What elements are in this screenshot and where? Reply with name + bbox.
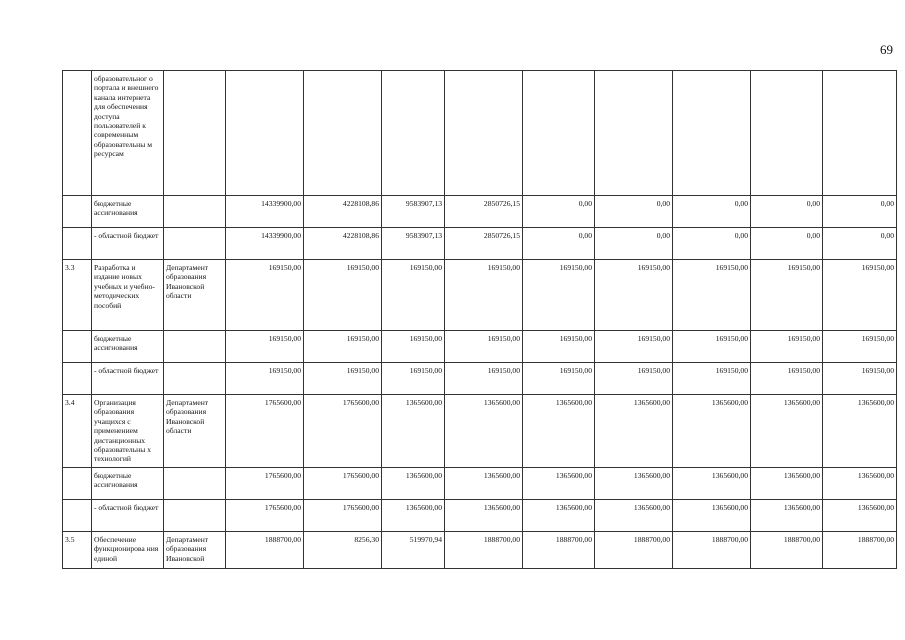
value-cell: 1365600,00 <box>823 467 897 499</box>
value-cell <box>595 71 673 196</box>
value-cell: 1365600,00 <box>595 467 673 499</box>
value-cell: 1888700,00 <box>673 531 751 568</box>
value-cell: 4228108,86 <box>304 196 382 228</box>
value-cell: 1365600,00 <box>445 467 523 499</box>
value-cell <box>226 71 304 196</box>
value-cell: 169150,00 <box>382 363 445 395</box>
value-cell: 169150,00 <box>304 331 382 363</box>
value-cell: 169150,00 <box>226 363 304 395</box>
value-cell: 0,00 <box>673 196 751 228</box>
value-cell: 4228108,86 <box>304 228 382 260</box>
row-executor-cell: Департамент образования Ивановской области <box>164 395 226 468</box>
value-cell: 169150,00 <box>823 260 897 331</box>
value-cell: 169150,00 <box>523 260 595 331</box>
value-cell: 1365600,00 <box>823 395 897 468</box>
value-cell <box>751 71 823 196</box>
row-executor-cell <box>164 467 226 499</box>
value-cell: 169150,00 <box>823 331 897 363</box>
value-cell: 1888700,00 <box>523 531 595 568</box>
value-cell: 1365600,00 <box>751 395 823 468</box>
value-cell: 1365600,00 <box>751 467 823 499</box>
value-cell: 2850726,15 <box>445 196 523 228</box>
value-cell: 169150,00 <box>673 331 751 363</box>
value-cell: 1765600,00 <box>226 467 304 499</box>
row-executor-cell: Департамент образования Ивановской <box>164 531 226 568</box>
value-cell: 169150,00 <box>751 363 823 395</box>
value-cell: 169150,00 <box>445 363 523 395</box>
table-row <box>63 260 897 331</box>
row-name-cell: - областной бюджет <box>92 363 164 395</box>
value-cell: 519970,94 <box>382 531 445 568</box>
value-cell: 0,00 <box>751 228 823 260</box>
value-cell: 0,00 <box>673 228 751 260</box>
value-cell: 1365600,00 <box>382 395 445 468</box>
value-cell: 14339900,00 <box>226 228 304 260</box>
row-name-cell: Обеспечение функционирова ния единой <box>92 531 164 568</box>
row-executor-cell <box>164 196 226 228</box>
value-cell: 1888700,00 <box>445 531 523 568</box>
row-number-cell <box>63 331 92 363</box>
value-cell: 1888700,00 <box>823 531 897 568</box>
value-cell: 0,00 <box>823 228 897 260</box>
value-cell: 169150,00 <box>382 260 445 331</box>
row-name-cell: - областной бюджет <box>92 499 164 531</box>
row-executor-cell <box>164 228 226 260</box>
value-cell: 2850726,15 <box>445 228 523 260</box>
row-executor-cell: Департамент образования Ивановской области <box>164 260 226 331</box>
value-cell: 169150,00 <box>595 331 673 363</box>
row-name-cell: бюджетные ассигнования <box>92 331 164 363</box>
value-cell <box>382 71 445 196</box>
value-cell <box>523 71 595 196</box>
value-cell: 169150,00 <box>226 260 304 331</box>
row-name-cell: Разработка и издание новых учебных и учебно-методических пособий <box>92 260 164 331</box>
value-cell <box>304 71 382 196</box>
row-name-cell: бюджетные ассигнования <box>92 467 164 499</box>
value-cell: 0,00 <box>751 196 823 228</box>
value-cell: 169150,00 <box>595 363 673 395</box>
table-row <box>63 228 897 260</box>
value-cell: 1365600,00 <box>523 467 595 499</box>
value-cell: 14339900,00 <box>226 196 304 228</box>
row-number-cell <box>63 467 92 499</box>
row-number-cell <box>63 228 92 260</box>
table-row <box>63 467 897 499</box>
value-cell: 0,00 <box>595 196 673 228</box>
table-row <box>63 196 897 228</box>
value-cell: 1365600,00 <box>523 395 595 468</box>
value-cell: 0,00 <box>523 196 595 228</box>
row-number-cell: 3.3 <box>63 260 92 331</box>
value-cell: 0,00 <box>595 228 673 260</box>
table-row <box>63 331 897 363</box>
row-name-cell: бюджетные ассигнования <box>92 196 164 228</box>
value-cell: 1365600,00 <box>382 467 445 499</box>
value-cell: 1888700,00 <box>751 531 823 568</box>
value-cell: 169150,00 <box>595 260 673 331</box>
value-cell: 1765600,00 <box>226 499 304 531</box>
table-row <box>63 395 897 468</box>
value-cell: 1365600,00 <box>595 395 673 468</box>
value-cell <box>673 71 751 196</box>
value-cell: 169150,00 <box>445 331 523 363</box>
row-executor-cell <box>164 331 226 363</box>
value-cell: 169150,00 <box>226 331 304 363</box>
table-row <box>63 71 897 196</box>
value-cell: 1365600,00 <box>445 499 523 531</box>
table-row <box>63 499 897 531</box>
row-executor-cell <box>164 499 226 531</box>
value-cell: 1365600,00 <box>673 395 751 468</box>
value-cell: 8256,30 <box>304 531 382 568</box>
value-cell: 9583907,13 <box>382 228 445 260</box>
value-cell: 169150,00 <box>304 260 382 331</box>
row-number-cell <box>63 363 92 395</box>
row-name-cell: образовательног о портала и внешнего канала интернета для обеспечения доступа пользователей к современным образовательны м ресурсам <box>92 71 164 196</box>
value-cell: 169150,00 <box>673 363 751 395</box>
table-row <box>63 363 897 395</box>
value-cell: 1765600,00 <box>304 499 382 531</box>
value-cell: 9583907,13 <box>382 196 445 228</box>
value-cell: 0,00 <box>523 228 595 260</box>
row-number-cell <box>63 499 92 531</box>
value-cell: 1365600,00 <box>673 467 751 499</box>
value-cell: 1365600,00 <box>382 499 445 531</box>
value-cell: 1765600,00 <box>304 395 382 468</box>
value-cell: 1888700,00 <box>226 531 304 568</box>
row-number-cell: 3.5 <box>63 531 92 568</box>
row-number-cell <box>63 71 92 196</box>
value-cell: 1888700,00 <box>595 531 673 568</box>
row-name-cell: Организация образования учащихся с применением дистанционных образовательны х технологий <box>92 395 164 468</box>
value-cell: 169150,00 <box>673 260 751 331</box>
value-cell: 169150,00 <box>382 331 445 363</box>
value-cell: 1765600,00 <box>226 395 304 468</box>
row-name-cell: - областной бюджет <box>92 228 164 260</box>
value-cell: 169150,00 <box>751 260 823 331</box>
value-cell: 169150,00 <box>523 331 595 363</box>
row-number-cell: 3.4 <box>63 395 92 468</box>
value-cell: 1365600,00 <box>523 499 595 531</box>
value-cell: 169150,00 <box>304 363 382 395</box>
value-cell: 1365600,00 <box>751 499 823 531</box>
budget-table <box>62 70 897 569</box>
value-cell: 1365600,00 <box>673 499 751 531</box>
value-cell: 1765600,00 <box>304 467 382 499</box>
value-cell: 1365600,00 <box>445 395 523 468</box>
value-cell: 0,00 <box>823 196 897 228</box>
value-cell <box>823 71 897 196</box>
row-executor-cell <box>164 71 226 196</box>
value-cell: 1365600,00 <box>595 499 673 531</box>
table-row <box>63 531 897 568</box>
page-number: 69 <box>880 42 893 57</box>
value-cell <box>445 71 523 196</box>
row-number-cell <box>63 196 92 228</box>
row-executor-cell <box>164 363 226 395</box>
value-cell: 169150,00 <box>751 331 823 363</box>
value-cell: 169150,00 <box>445 260 523 331</box>
value-cell: 169150,00 <box>823 363 897 395</box>
table-body <box>63 71 897 569</box>
value-cell: 169150,00 <box>523 363 595 395</box>
value-cell: 1365600,00 <box>823 499 897 531</box>
